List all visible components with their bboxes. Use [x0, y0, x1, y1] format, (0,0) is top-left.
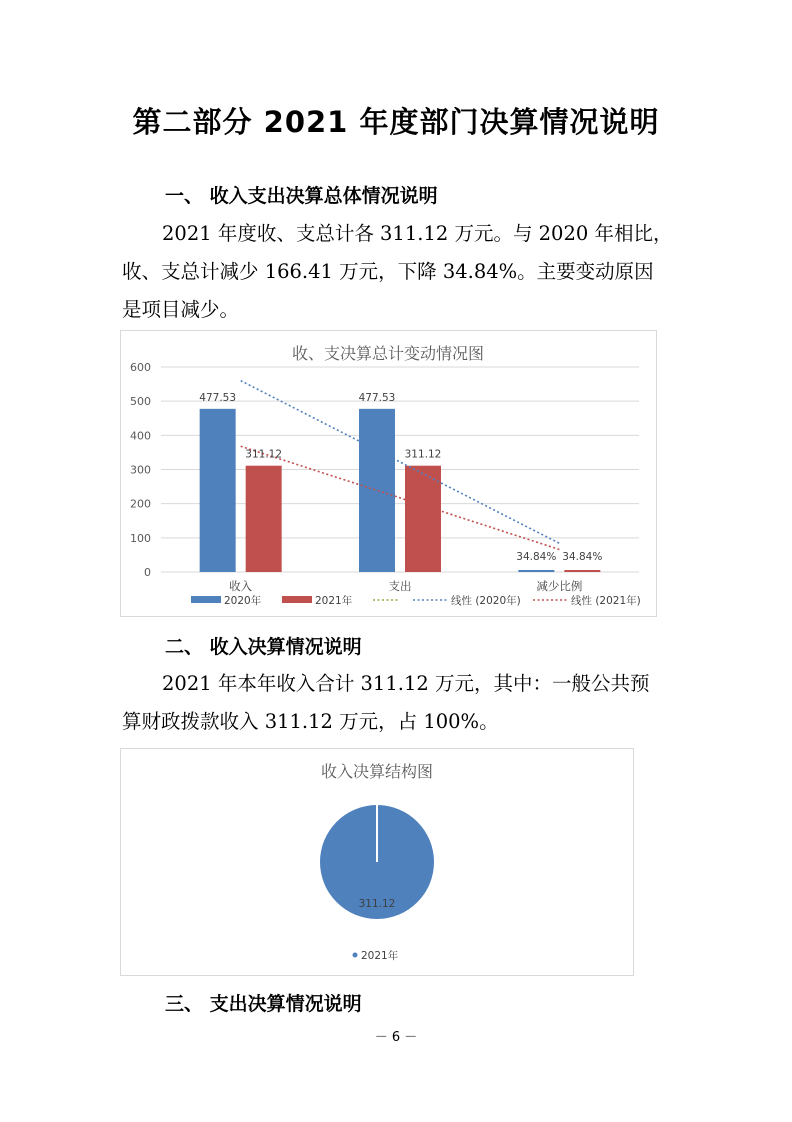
- data-label: 311.12: [245, 448, 283, 461]
- section3-heading: 三、 支出决算情况说明: [165, 993, 362, 1015]
- data-label: 477.53: [199, 391, 237, 404]
- data-label: 311.12: [404, 448, 442, 461]
- pie-chart: [120, 748, 634, 976]
- x-tick-label: 收入: [229, 579, 253, 593]
- section1-line-1: 2021 年度收、支总计各 311.12 万元。与 2020 年相比，: [162, 222, 673, 245]
- y-tick-label: 100: [130, 531, 151, 545]
- legend-label: 线性 (2021年): [571, 595, 641, 607]
- section2-line-2: 算财政拨款收入 311.12 万元，占 100%。: [122, 710, 499, 733]
- data-label: 34.84%: [516, 551, 557, 563]
- section1-line-3: 是项目减少。: [122, 298, 240, 321]
- legend-label: 2021年: [315, 595, 353, 607]
- trendline: [241, 446, 560, 549]
- pie-data-label: 311.12: [358, 898, 396, 910]
- y-tick-label: 500: [130, 395, 151, 409]
- section2-heading: 二、 收入决算情况说明: [165, 636, 362, 658]
- section2-line-1: 2021 年本年收入合计 311.12 万元，其中：一般公共预: [162, 672, 650, 695]
- page-title: 第二部分 2021 年度部门决算情况说明: [132, 105, 660, 139]
- y-tick-label: 400: [130, 429, 151, 443]
- bar: [359, 409, 395, 572]
- legend-label: 2021年: [361, 950, 399, 962]
- bar: [518, 570, 554, 572]
- x-tick-label: 减少比例: [536, 579, 583, 593]
- bar: [200, 409, 236, 572]
- legend-swatch: [353, 953, 358, 958]
- y-tick-label: 600: [130, 361, 151, 374]
- legend-label: 2020年: [224, 595, 262, 607]
- legend-swatch: [282, 596, 312, 603]
- bar-chart: [120, 330, 657, 617]
- bar-chart-title: 收、支决算总计变动情况图: [291, 344, 485, 363]
- section1-heading: 一、 收入支出决算总体情况说明: [165, 185, 438, 207]
- section1-line-2: 收、支总计减少 166.41 万元，下降 34.84%。主要变动原因: [122, 260, 654, 283]
- y-tick-label: 200: [130, 497, 151, 511]
- bar: [405, 466, 441, 572]
- pie-chart-svg: [121, 749, 633, 975]
- x-tick-label: 支出: [388, 579, 412, 593]
- y-tick-label: 300: [130, 463, 151, 477]
- pie-chart-title: 收入决算结构图: [320, 762, 434, 781]
- bar: [564, 570, 600, 572]
- bar: [246, 466, 282, 572]
- bar-chart-svg: [121, 331, 656, 616]
- data-label: 34.84%: [562, 551, 603, 563]
- legend-label: 线性 (2020年): [451, 595, 521, 607]
- data-label: 477.53: [358, 391, 396, 404]
- legend-swatch: [191, 596, 221, 603]
- y-tick-label: 0: [144, 566, 151, 579]
- page-number: － 6 －: [374, 1030, 418, 1045]
- section1-paragraph: [122, 215, 682, 329]
- section2-paragraph: [122, 665, 682, 741]
